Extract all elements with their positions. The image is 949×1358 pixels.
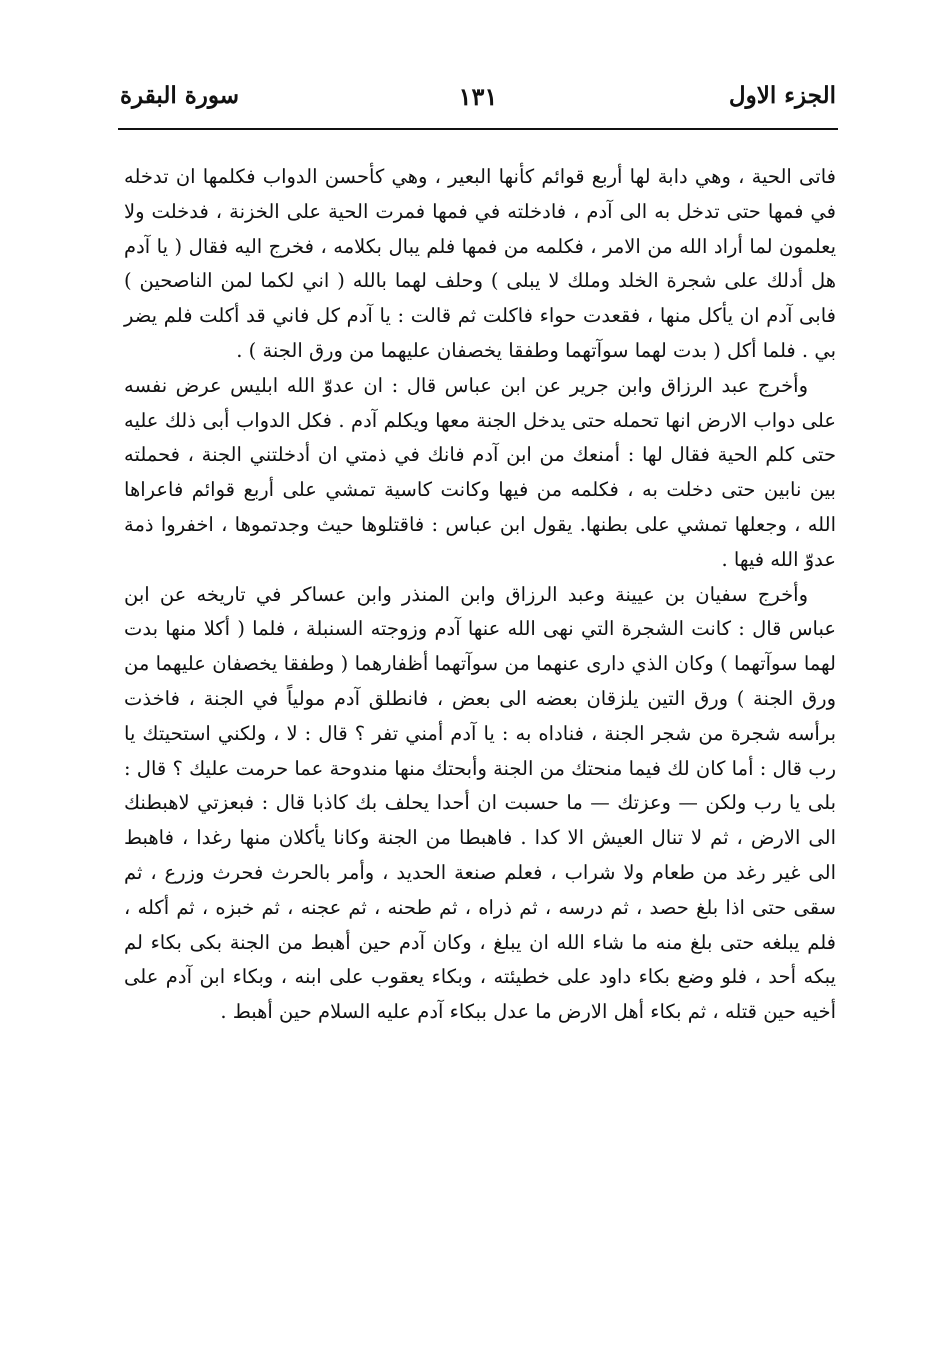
page-number: ١٣١ xyxy=(458,82,498,111)
header-part-label: الجزء الاول xyxy=(728,82,836,109)
paragraph-2: وأخرج عبد الرزاق وابن جرير عن ابن عباس قال : ان عدوّ الله ابليس عرض نفسه على دواب الارض انها تحمله حتى يدخل الجنة معها ويكلم آدم . فكل الدواب أبى ذلك عليه حتى كلم الحية فقال لها : أمنعك من ابن آدم فانك في ذمتي ان أدخلتني الجنة ، فحملته بين نابين حتى دخلت به ، فكلمه من فيها وكانت كاسية تمشي على أربع قوائم فاعراها الله ، وجعلها تمشي على بطنها. يقول ابن عباس : فاقتلوها حيث وجدتموها ، اخفروا ذمة عدوّ الله فيها . xyxy=(124,373,836,571)
page-header xyxy=(120,82,836,122)
paragraph-3: وأخرج سفيان بن عيينة وعبد الرزاق وابن المنذر وابن عساكر في تاريخه عن ابن عباس قال : كانت الشجرة التي نهى الله عنها آدم وزوجته السنبلة ، فلما ( أكلا منها بدت لهما سوآتهما ) وكان الذي دارى عنهما من سوآتهما أظفارهما ( وطفقا يخصفان عليهما من ورق الجنة ) ورق التين يلزقان بعضه الى بعض ، فانطلق آدم مولياً في الجنة ، فاخذت برأسه شجرة من شجر الجنة ، فناداه به : يا آدم أمني تفر ؟ قال : لا ، ولكني استحيتك يا رب قال : أما كان لك فيما منحتك من الجنة وأبحتك منها مندوحة عما حرمت عليك ؟ قال : بلى يا رب ولكن — وعزتك — ما حسبت ان أحدا يحلف بك كاذبا قال : فبعزتي لاهبطنك الى الارض ، ثم لا تنال العيش الا كدا . فاهبطا من الجنة وكانا يأكلان منها رغدا ، فاهبط الى غير رغد من طعام ولا شراب ، فعلم صنعة الحديد ، وأمر بالحرث فحرث وزرع ، ثم سقى حتى اذا بلغ حصد ، ثم درسه ، ثم ذراه ، ثم طحنه ، ثم عجنه ، ثم خبزه ، ثم أكله ، فلم يبلغه حتى بلغ منه ما شاء الله ان يبلغ ، وكان آدم حين أهبط من الجنة بكى بكاء لم يبكه أحد ، فلو وضع بكاء داود على خطيئته ، وبكاء يعقوب على ابنه ، وبكاء ابن آدم على أخيه حين قتله ، ثم بكاء أهل الارض ما عدل ببكاء آدم عليه السلام حين أهبط . xyxy=(124,582,836,1024)
paragraph-1: فاتى الحية ، وهي دابة لها أربع قوائم كأنها البعير ، وهي كأحسن الدواب فكلمها ان تدخله في فمها حتى تدخل به الى آدم ، فادخلته في فمها فمرت الحية على الخزنة ، فدخلت ولا يعلمون لما أراد الله من الامر ، فكلمه من فمها فلم يبال بكلامه ، فخرج اليه فقال ( يا آدم هل أدلك على شجرة الخلد وملك لا يبلى ) وحلف لهما بالله ( اني لكما لمن الناصحين ) فابى آدم ان يأكل منها ، فقعدت حواء فاكلت ثم قالت : يا آدم كل فاني قد أكلت فلم يضر بي . فلما أكل ( بدت لهما سوآتهما وطفقا يخصفان عليهما من ورق الجنة ) . xyxy=(124,165,836,362)
header-rule xyxy=(118,128,838,130)
header-surah-label: سورة البقرة xyxy=(120,82,240,109)
page-body xyxy=(124,160,836,1030)
